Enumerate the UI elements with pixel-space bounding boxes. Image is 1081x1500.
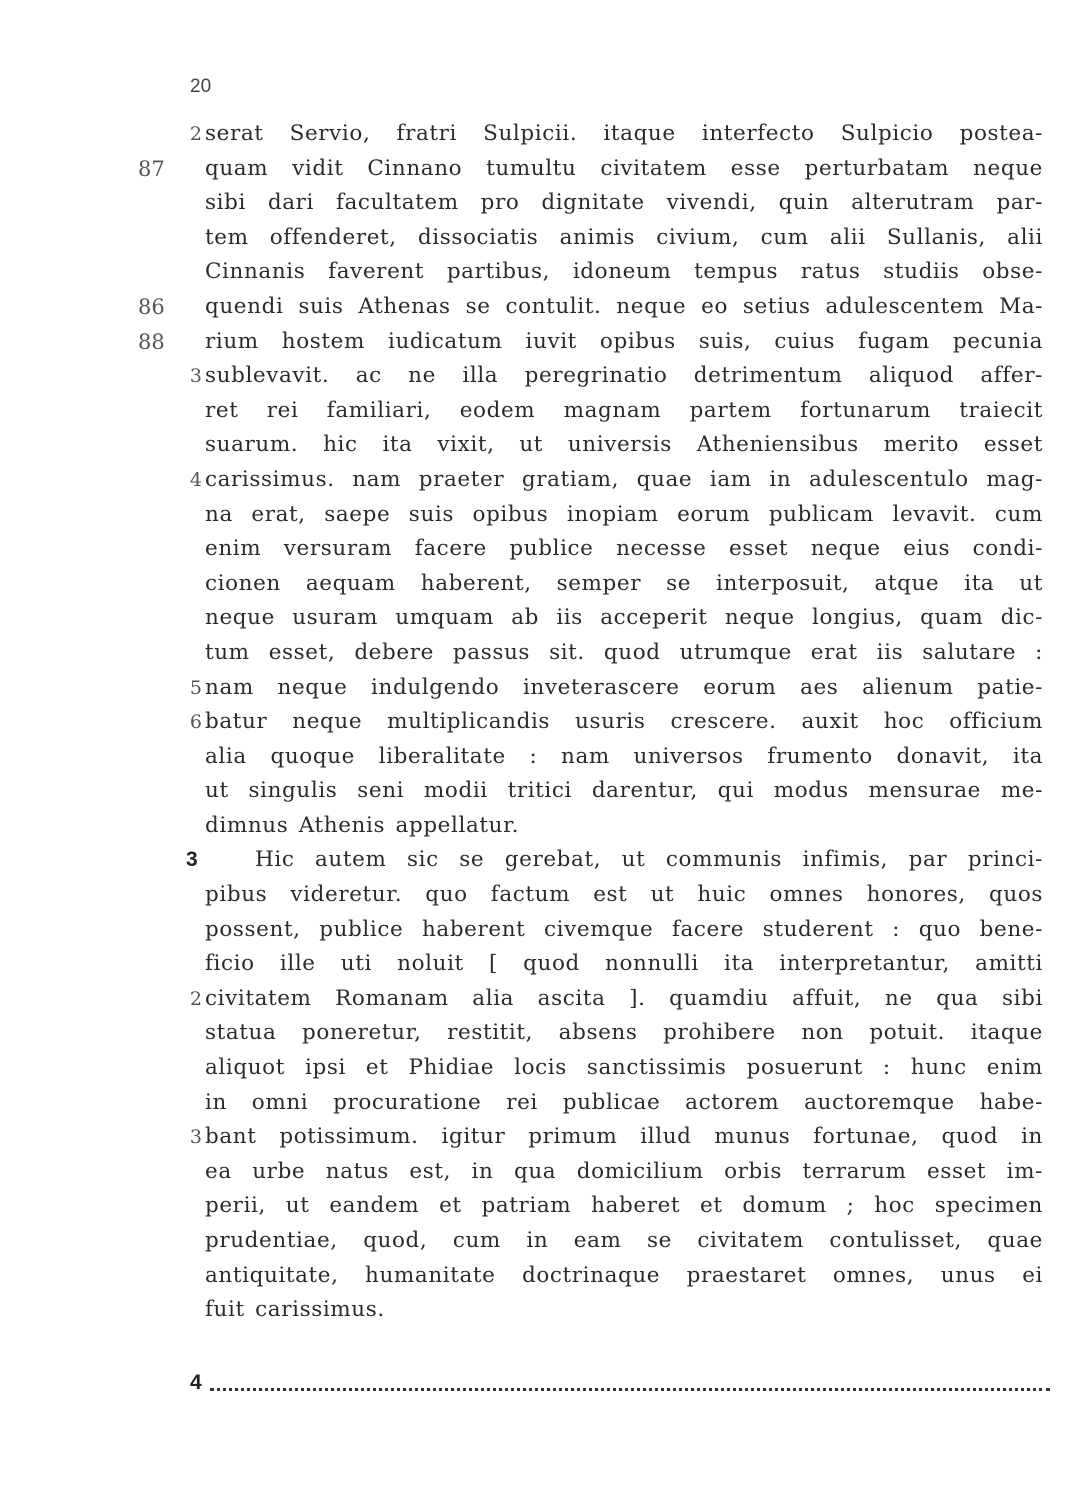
line-text: tum esset, debere passus sit. quod utrumque erat iis salutare : <box>205 639 1043 665</box>
section-number: 6 <box>189 711 202 734</box>
line-text: ea urbe natus est, in qua domicilium orbis terrarum esset im- <box>205 1158 1043 1184</box>
text-line <box>0 394 1081 429</box>
text-line <box>0 290 1081 325</box>
line-text: Cinnanis faverent partibus, idoneum tempus ratus studiis obse- <box>205 259 1043 285</box>
text-line <box>0 1016 1081 1051</box>
line-text: na erat, saepe suis opibus inopiam eorum publicam levavit. cum <box>205 501 1043 527</box>
text-line <box>0 1224 1081 1259</box>
text-line <box>0 498 1081 533</box>
line-text: in omni procuratione rei publicae actorem auctoremque habe- <box>205 1089 1043 1115</box>
margin-year-number: 87 <box>138 156 165 181</box>
line-text: nam neque indulgendo inveterascere eorum aes alienum patie- <box>205 674 1043 700</box>
text-line <box>0 809 1081 844</box>
section-number: 3 <box>189 365 202 388</box>
line-text: cionen aequam haberent, semper se interposuit, atque ita ut <box>205 570 1043 596</box>
line-text: suarum. hic ita vixit, ut universis Atheniensibus merito esset <box>205 432 1043 458</box>
line-text: carissimus. nam praeter gratiam, quae iam in adulescentulo mag- <box>205 466 1043 492</box>
text-line <box>0 671 1081 706</box>
line-text: alia quoque liberalitate : nam universos frumento donavit, ita <box>205 743 1043 769</box>
text-line <box>0 255 1081 290</box>
line-text: neque usuram umquam ab iis acceperit neque longius, quam dic- <box>205 605 1043 631</box>
text-line <box>0 1120 1081 1155</box>
text-line <box>0 982 1081 1017</box>
line-text: possent, publice haberent civemque facere studerent : quo bene- <box>205 916 1043 942</box>
section-number: 2 <box>189 123 202 145</box>
text-line <box>0 428 1081 463</box>
text-line <box>0 740 1081 775</box>
section-number: 2 <box>189 987 202 1010</box>
text-line <box>0 636 1081 671</box>
line-text: ret rei familiari, eodem magnam partem fortunarum traiecit <box>205 397 1043 423</box>
text-line <box>0 913 1081 948</box>
text-body <box>0 117 1081 1328</box>
text-line <box>0 463 1081 498</box>
line-text: fuit carissimus. <box>205 1297 385 1323</box>
next-chapter-line <box>190 1366 1050 1400</box>
chapter-number: 3 <box>186 848 198 872</box>
line-text: antiquitate, humanitate doctrinaque praestaret omnes, unus ei <box>205 1262 1043 1288</box>
line-text: sibi dari facultatem pro dignitate vivendi, quin alterutram par- <box>205 190 1043 216</box>
line-text: statua poneretur, restitit, absens prohibere non potuit. itaque <box>205 1020 1043 1046</box>
text-line <box>0 1086 1081 1121</box>
text-line <box>0 705 1081 740</box>
text-line <box>0 532 1081 567</box>
line-text: quam vidit Cinnano tumultu civitatem esse perturbatam neque <box>205 155 1043 181</box>
section-number: 3 <box>189 1126 202 1149</box>
text-line <box>0 878 1081 913</box>
text-line <box>0 774 1081 809</box>
line-text: quendi suis Athenas se contulit. neque eo setius adulescentem Ma- <box>205 293 1043 319</box>
line-text: serat Servio, fratri Sulpicii. itaque interfecto Sulpicio postea- <box>205 121 1043 146</box>
line-text: rium hostem iudicatum iuvit opibus suis, cuius fugam pecunia <box>205 328 1043 354</box>
chapter-number: 4 <box>190 1371 202 1394</box>
section-number: 5 <box>189 676 202 699</box>
line-text: ut singulis seni modii tritici darentur, qui modus mensurae me- <box>205 778 1043 804</box>
line-text: tem offenderet, dissociatis animis civium, cum alii Sullanis, alii <box>205 224 1043 250</box>
line-text: ficio ille uti noluit [ quod nonnulli ita interpretantur, amitti <box>205 951 1043 977</box>
text-line <box>0 1293 1081 1328</box>
margin-year-number: 88 <box>138 329 165 354</box>
text-line <box>0 843 1081 878</box>
text-line <box>0 186 1081 221</box>
section-number: 4 <box>189 468 202 491</box>
text-line <box>0 117 1081 152</box>
line-text: pibus videretur. quo factum est ut huic omnes honores, quos <box>205 882 1043 908</box>
text-line <box>0 567 1081 602</box>
text-line <box>0 1051 1081 1086</box>
line-text: prudentiae, quod, cum in eam se civitatem contulisset, quae <box>205 1228 1043 1253</box>
text-line <box>0 325 1081 360</box>
text-line <box>0 1155 1081 1190</box>
text-line <box>0 1189 1081 1224</box>
text-line <box>0 359 1081 394</box>
margin-year-number: 86 <box>138 294 165 319</box>
dotted-leader <box>210 1374 1050 1391</box>
line-text: batur neque multiplicandis usuris crescere. auxit hoc officium <box>205 709 1043 735</box>
line-text: enim versuram facere publice necesse esset neque eius condi- <box>205 536 1043 562</box>
text-line <box>0 221 1081 256</box>
line-text: Hic autem sic se gerebat, ut communis infimis, par princi- <box>255 847 1043 873</box>
text-line <box>0 152 1081 187</box>
line-text: aliquot ipsi et Phidiae locis sanctissimis posuerunt : hunc enim <box>205 1055 1043 1081</box>
text-line <box>0 947 1081 982</box>
text-line <box>0 1259 1081 1294</box>
line-text: civitatem Romanam alia ascita ]. quamdiu affuit, ne qua sibi <box>205 985 1043 1011</box>
text-line <box>0 601 1081 636</box>
line-text: dimnus Athenis appellatur. <box>205 812 520 838</box>
line-text: bant potissimum. igitur primum illud munus fortunae, quod in <box>205 1124 1043 1150</box>
page-number: 20 <box>190 76 212 97</box>
line-text: sublevavit. ac ne illa peregrinatio detrimentum aliquod affer- <box>205 363 1043 389</box>
line-text: perii, ut eandem et patriam haberet et domum ; hoc specimen <box>205 1193 1043 1219</box>
